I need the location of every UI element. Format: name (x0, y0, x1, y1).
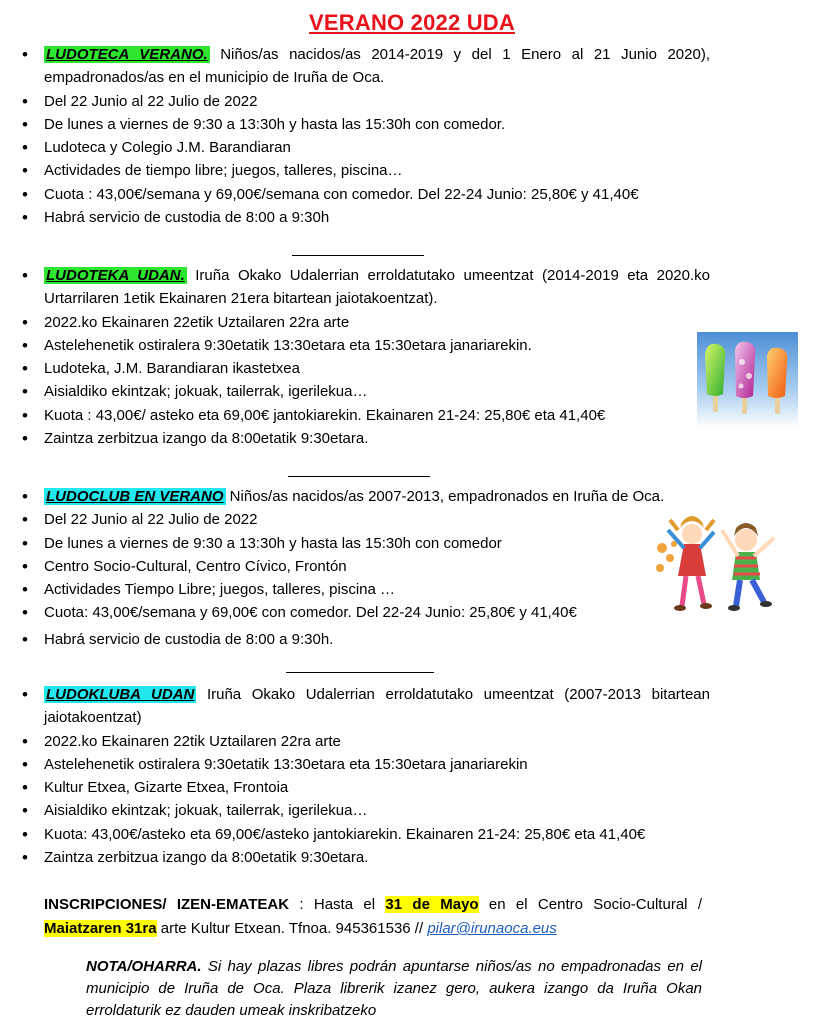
list-item: • Zaintza zerbitzua izango da 8:00etatik 9:30etara. (20, 427, 710, 450)
section-heading: • LUDOKLUBA UDAN Iruña Okako Udalerrian erroldatutako umeentzat (2007-2013 bitartean jaiotakoentzat) (20, 683, 710, 730)
section-ludoteka-udan (20, 264, 710, 450)
list-item: • 2022.ko Ekainaren 22etik Uztailaren 22ra arte (20, 311, 710, 334)
list-item: • Kultur Etxea, Gizarte Etxea, Frontoia (20, 776, 710, 799)
list-item: • Aisialdiko ekintzak; jokuak, tailerrak, igerilekua… (20, 799, 710, 822)
date-highlight: 31 de Mayo (385, 896, 479, 913)
list-item: • Zaintza zerbitzua izango da 8:00etatik 9:30etara. (20, 846, 710, 869)
list-item: • Actividades Tiempo Libre; juegos, talleres, piscina … (20, 578, 710, 601)
popsicles-illustration (697, 332, 798, 428)
date-highlight: Maiatzaren 31ra (44, 920, 157, 937)
section-heading: • LUDOCLUB EN VERANO Niños/as nacidos/as 2007-2013, empadronados en Iruña de Oca. (20, 485, 710, 508)
section-heading: • LUDOTECA VERANO. Niños/as nacidos/as 2014-2019 y del 1 Enero al 21 Junio 2020), empadronados/as en el municipio de Iruña de Oca. (20, 43, 710, 90)
list-item: • Habrá servicio de custodia de 8:00 a 9:30h. (20, 628, 710, 651)
section-ludokluba-udan (20, 683, 710, 869)
list-item: • Del 22 Junio al 22 Julio de 2022 (20, 508, 710, 531)
list-item: • De lunes a viernes de 9:30 a 13:30h y hasta las 15:30h con comedor. (20, 113, 710, 136)
heading-highlight: LUDOCLUB EN VERANO (46, 488, 224, 505)
section-ludoteca-verano (20, 43, 710, 229)
list-item: • Aisialdiko ekintzak; jokuak, tailerrak, igerilekua… (20, 380, 710, 403)
note-paragraph: NOTA/OHARRA. Si hay plazas libres podrán apuntarse niños/as no empadronadas en el municipio de Iruña de Oca. Plaza librerik izanez gero, aukera izango da Iruña Okan erroldaturik ez dauden umeak inskribatzeko (86, 958, 702, 1019)
heading-highlight: LUDOTEKA UDAN. (46, 267, 185, 284)
list-item: • Cuota : 43,00€/semana y 69,00€/semana con comedor. Del 22-24 Junio: 25,80€ y 41,40€ (20, 183, 710, 206)
list-item: • Del 22 Junio al 22 Julio de 2022 (20, 90, 710, 113)
list-item: • Kuota: 43,00€/asteko eta 69,00€/asteko jantokiarekin. Ekainaren 21-24: 25,80€ eta 41,40€ (20, 823, 710, 846)
list-item: • Actividades de tiempo libre; juegos, talleres, piscina… (20, 159, 710, 182)
inscriptions-paragraph: INSCRIPCIONES/ IZEN-EMATEAK : Hasta el 31 de Mayo en el Centro Socio-Cultural / Maiatzaren 31ra arte Kultur Etxean. Tfnoa. 945361536 // pilar@irunaoca.eus (44, 896, 702, 937)
list-item: • Kuota : 43,00€/ asteko eta 69,00€ jantokiarekin. Ekainaren 21-24: 25,80€ eta 41,40€ (20, 404, 710, 427)
list-item: • Astelehenetik ostiralera 9:30etatik 13:30etara eta 15:30etara janariarekin (20, 753, 710, 776)
section-ludoclub-verano (20, 485, 710, 651)
section-heading: • LUDOTEKA UDAN. Iruña Okako Udalerrian erroldatutako umeentzat (2014-2019 eta 2020.ko Urtarrilaren 1etik Ekainaren 21era bitartean jaiotakoentzat). (20, 264, 710, 311)
list-item: • Astelehenetik ostiralera 9:30etatik 13:30etara eta 15:30etara janariarekin. (20, 334, 710, 357)
list-item: • Cuota: 43,00€/semana y 69,00€ con comedor. Del 22-24 Junio: 25,80€ y 41,40€ (20, 601, 710, 624)
page-title: VERANO 2022 UDA (309, 10, 515, 35)
separator-line (288, 476, 430, 477)
separator-line (292, 255, 424, 256)
list-item: • 2022.ko Ekainaren 22tik Uztailaren 22ra arte (20, 730, 710, 753)
heading-highlight: LUDOTECA VERANO. (46, 46, 208, 63)
list-item: • Ludoteca y Colegio J.M. Barandiaran (20, 136, 710, 159)
list-item: • De lunes a viernes de 9:30 a 13:30h y hasta las 15:30h con comedor (20, 532, 710, 555)
email-link[interactable]: pilar@irunaoca.eus (427, 920, 557, 937)
list-item: • Habrá servicio de custodia de 8:00 a 9:30h (20, 206, 710, 229)
list-item: • Centro Socio-Cultural, Centro Cívico, Frontón (20, 555, 710, 578)
dancing-kids-illustration (652, 510, 786, 616)
heading-highlight: LUDOKLUBA UDAN (46, 686, 195, 703)
separator-line (286, 672, 434, 673)
list-item: • Ludoteka, J.M. Barandiaran ikastetxea (20, 357, 710, 380)
